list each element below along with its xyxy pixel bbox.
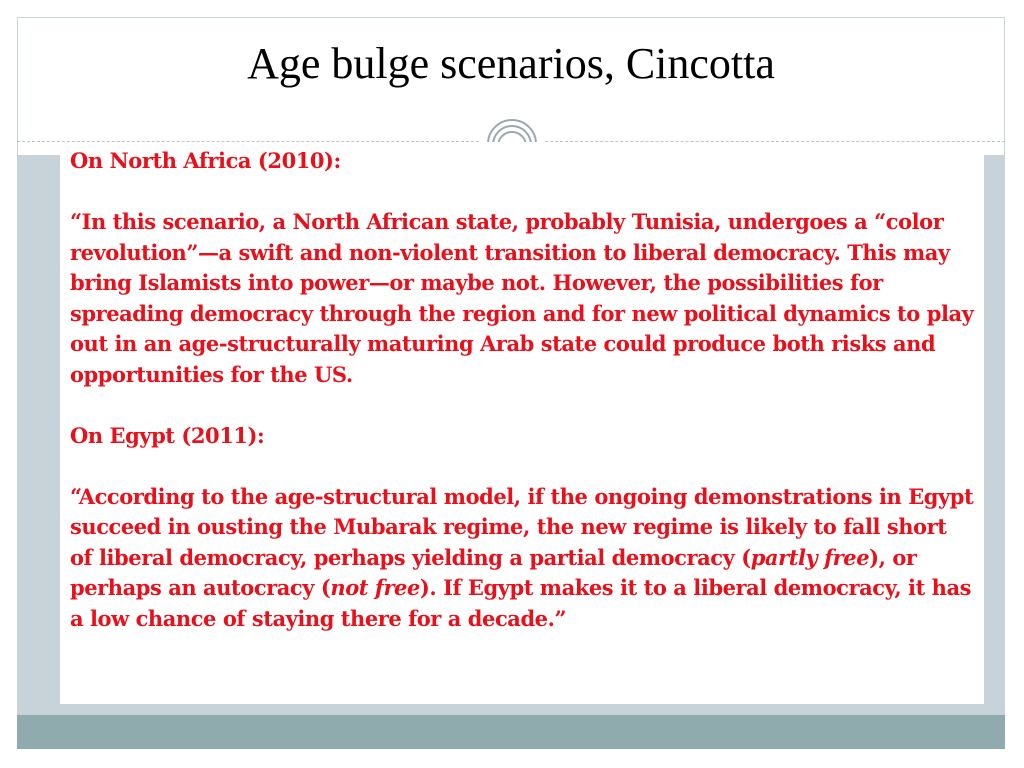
quote-egypt-part1: “According to the age-structural model, if the ongoing demonstrations in Egypt succeed in ousting the Mubarak regime, the new regime is likely to fall short of liberal democracy, perhaps yielding a partial democracy (: [70, 483, 974, 570]
spacer: [70, 390, 974, 421]
footer-band: [17, 715, 1005, 749]
quote-egypt: [70, 482, 974, 635]
content-box: [60, 142, 984, 704]
section-heading-egypt: On Egypt (2011):: [70, 422, 265, 448]
quote-egypt-part2: ), or perhaps an autocracy (: [70, 544, 917, 600]
quote-egypt-italic-partly-free: partly free: [750, 544, 870, 570]
section-heading-north-africa: On North Africa (2010):: [70, 148, 341, 173]
quote-north-africa: “In this scenario, a North African state, probably Tunisia, undergoes a “color revolution”—a swift and non-violent transition to liberal democracy. This may bring Islamists into power—or maybe not. However, the possibilities for spreading democracy through the region and for new political dynamics to play out in an age-structurally maturing Arab state could produce both risks and opportunities for the US.: [70, 209, 974, 387]
spacer: [70, 451, 974, 482]
quote-egypt-italic-not-free: not free: [330, 575, 420, 600]
slide-title: Age bulge scenarios, Cincotta: [247, 39, 775, 88]
quote-egypt-part3: ). If Egypt makes it to a liberal democracy, it has a low chance of staying there for a decade.”: [70, 575, 972, 631]
spacer: [70, 177, 974, 208]
